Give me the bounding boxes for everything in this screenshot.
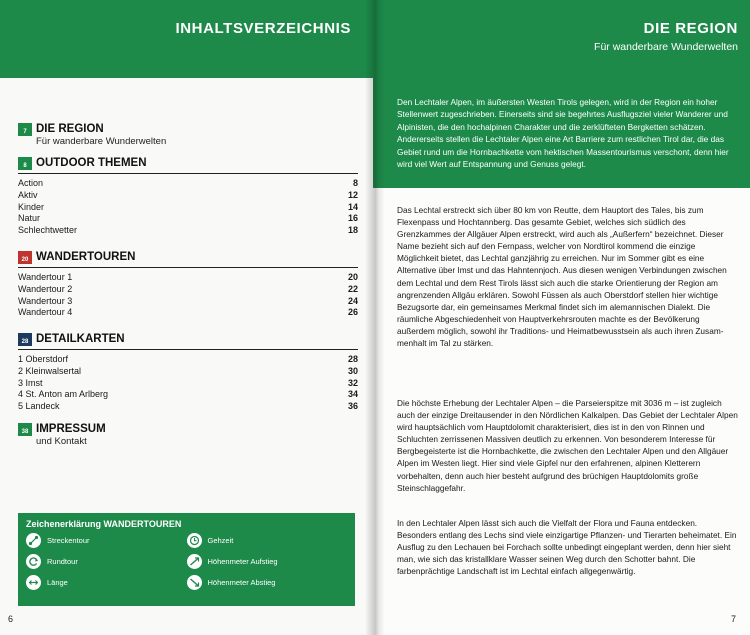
legend-item [26,554,187,569]
toc-entry-label: Natur [18,213,41,224]
section-title[interactable]: IMPRESSUM [36,423,106,435]
toc-entry-page: 36 [347,401,358,412]
section-number-badge: 20 [18,251,32,264]
page-number-left: 6 [8,614,14,624]
toc-entry-label: 2 Kleinwalsertal [18,365,82,376]
loop-icon [26,554,41,569]
body-paragraph: Das Lechtal erstreckt sich über 80 km von Reutte, dem Hauptort des Tales, bis zum Flexenpass und Hochtannberg. Das gesamte Gebiet, welches sich südlich des Grenzkammes der Allgäuer Alpen erstreckt, wird auch als „Außerfern“ bezeichnet. Dieser Name bezieht sich auf den Fernpass, welcher von Nordtirol kommend die einzige Möglichkeit bietet, das Lechtal ganzjährig zu erreichen. Nur im Sommer gibt es eine Alternative über Imst und das Hahntennjoch. Aus diesen wenigen Verbindungen zwischen dem Lechtal und dem Rest Tirols lässt sich auch die starke Orientierung der Region am angrenzenden Allgäu erklären. Sowohl Füssen als auch Oberstdorf stellen hier wichtige Bezugsorte dar, ein gemeinsames Merkmal findet sich im alemannischen Dialekt. Die räumliche Abgeschiedenheit von Hauptverkehrsrouten machte es der Bevölkerung außerdem möglich, sowohl ihr Traditions- und Heimatbewusstsein als auch ihren Zusammenhalt im Tal zu stärken. [397,205,727,349]
toc-entry[interactable] [18,190,358,202]
toc-section [18,122,358,148]
toc-entry-label: Aktiv [18,189,38,200]
toc-entry-page: 22 [347,283,358,294]
section-subtitle: Für wanderbare Wunderwelten [36,136,167,147]
toc-entry[interactable] [18,378,358,390]
toc-section-body [18,422,358,448]
toc-entry-page: 12 [347,189,358,200]
toc-entry-page: 24 [347,295,358,306]
toc-entry-label: Schlechtwetter [18,225,78,236]
region-title: DIE REGION [643,20,738,37]
legend-box [18,513,355,606]
toc-entry[interactable] [18,178,358,190]
toc-entry-label: Wandertour 1 [18,272,73,282]
section-title[interactable]: WANDERTOUREN [36,251,136,263]
section-title[interactable]: OUTDOOR THEMEN [36,157,147,169]
section-title[interactable]: DIE REGION [36,123,104,135]
legend-label: Höhenmeter Abstieg [207,578,276,587]
legend-item [26,533,187,548]
toc-entry[interactable] [18,354,358,366]
page-number-right: 7 [730,614,736,624]
toc-entry[interactable] [18,202,358,214]
legend-item [26,575,187,590]
ascent-icon [187,554,202,569]
toc-entry-page: 20 [347,272,358,282]
route-icon [26,533,41,548]
toc-entry[interactable] [18,366,358,378]
left-header-band [0,0,373,78]
toc-section-body [18,156,358,170]
region-subtitle: Für wanderbare Wunderwelten [594,41,738,53]
toc-entry-page: 30 [347,365,358,376]
toc-section [18,250,358,319]
legend-item [187,533,348,548]
toc-entry-label: Kinder [18,201,45,212]
toc-section-body [18,250,358,264]
section-subtitle: und Kontakt [36,436,87,447]
toc-section-body [18,122,358,148]
toc-entry-page: 28 [347,354,358,364]
legend-label: Gehzeit [207,536,234,545]
toc-entry[interactable] [18,284,358,296]
clock-icon [187,533,202,548]
toc-entry-page: 14 [347,201,358,212]
toc-entry-page: 32 [347,377,358,388]
toc-entry[interactable] [18,296,358,308]
toc-entry-label: 3 Imst [18,377,43,388]
toc-entry-label: Wandertour 2 [18,283,73,294]
page-title: INHALTSVERZEICHNIS [175,20,351,37]
intro-paragraph: Den Lechtaler Alpen, im äußersten Westen Tirols gelegen, wird in der Region ein hoher Stellenwert zugeschrieben. Einerseits sind sie begehrtes Ausflugsziel vieler Wanderer und Alpinisten, die den hochalpinen Charakter und die zerklüfteten Bergketten schätzen. Andererseits stellen die Lechtaler Alpen eine Art Barriere zum restlichen Tirol dar, die das Gebiet rund um die Hornbachkette vom hektischen Massentourismus verschont, denn hier wird viel Wert auf Entspannung und Genuss gelegt. [397,97,729,170]
toc-entry-page: 34 [347,389,358,400]
legend-item [187,575,348,590]
toc-entry-label: 1 Oberstdorf [18,354,69,364]
toc-section [18,156,358,237]
right-page [373,0,750,635]
toc-entry[interactable] [18,389,358,401]
toc-entry-label: 4 St. Anton am Arlberg [18,389,109,400]
left-page [0,0,373,635]
toc-entry[interactable] [18,401,358,413]
toc-entry-page: 18 [347,225,358,236]
toc-entry[interactable] [18,213,358,225]
toc-entry[interactable] [18,307,358,319]
toc-entry[interactable] [18,272,358,284]
legend-label: Rundtour [47,557,78,566]
right-header-band [373,0,750,188]
legend-grid [26,533,347,590]
section-number-badge: 38 [18,423,32,436]
section-divider [18,173,358,174]
legend-label: Streckentour [47,536,90,545]
toc-section [18,422,358,448]
toc-entry-page: 26 [347,307,358,318]
legend-label: Höhenmeter Aufstieg [207,557,278,566]
section-divider [18,349,358,350]
section-number-badge: 28 [18,333,32,346]
toc-entry-label: Action [18,178,44,188]
toc-entry-page: 16 [347,213,358,224]
toc-entry-page: 8 [352,178,358,188]
toc-entry[interactable] [18,225,358,237]
section-number-badge: 7 [18,123,32,136]
toc-entry-label: Wandertour 4 [18,307,73,318]
legend-label: Länge [47,578,68,587]
body-paragraph: Die höchste Erhebung der Lechtaler Alpen – die Parseierspitze mit 3036 m – ist zugleich auch der einzige Dreitausender in den Nördlichen Kalkalpen. Das Gebiet der Lechtaler Alpen wird hauptsächlich vom Hauptdolomit charakterisiert, dies ist in den von Rinnen und Schluchten zerrissenen Massiven deutlich zu erkennen. Von besonderem Interesse für Bergbegeisterte ist die Hornbachkette, die zwischen den Lechtaler Alpen und den Allgäuer Alpen im Westen liegt. Hier sind viele Gipfel nur den erfahrenen, alpinen Kletterern vorbehalten, denn auch hier besteht aufgrund des brüchigen Hauptdolomits große Steinschlaggefahr. [397,398,738,493]
toc-section-body [18,332,358,346]
section-number-badge: 8 [18,157,32,170]
legend-item [187,554,348,569]
section-title[interactable]: DETAILKARTEN [36,333,125,345]
legend-title: Zeichenerklärung WANDERTOUREN [26,519,182,529]
toc-entry-label: Wandertour 3 [18,295,73,306]
toc-section [18,332,358,413]
toc-entry-label: 5 Landeck [18,401,60,412]
body-paragraph: In den Lechtaler Alpen lässt sich auch die Vielfalt der Flora und Fauna entdecken. Besonders entlang des Lechs sind viele einzigartige Pflanzen- und Tierarten beheimatet. Ein Ausflug zu den Lechauen bei Forchach sollte unbedingt eingeplant werden, denn hier sieht man, wie sich das kristallklare Wasser seinen Weg durch den Schotter bahnt. Die farbenprächtige Landschaft ist im Lechtal einfach allgegenwärtig. [397,518,737,577]
descent-icon [187,575,202,590]
length-icon [26,575,41,590]
section-divider [18,267,358,268]
